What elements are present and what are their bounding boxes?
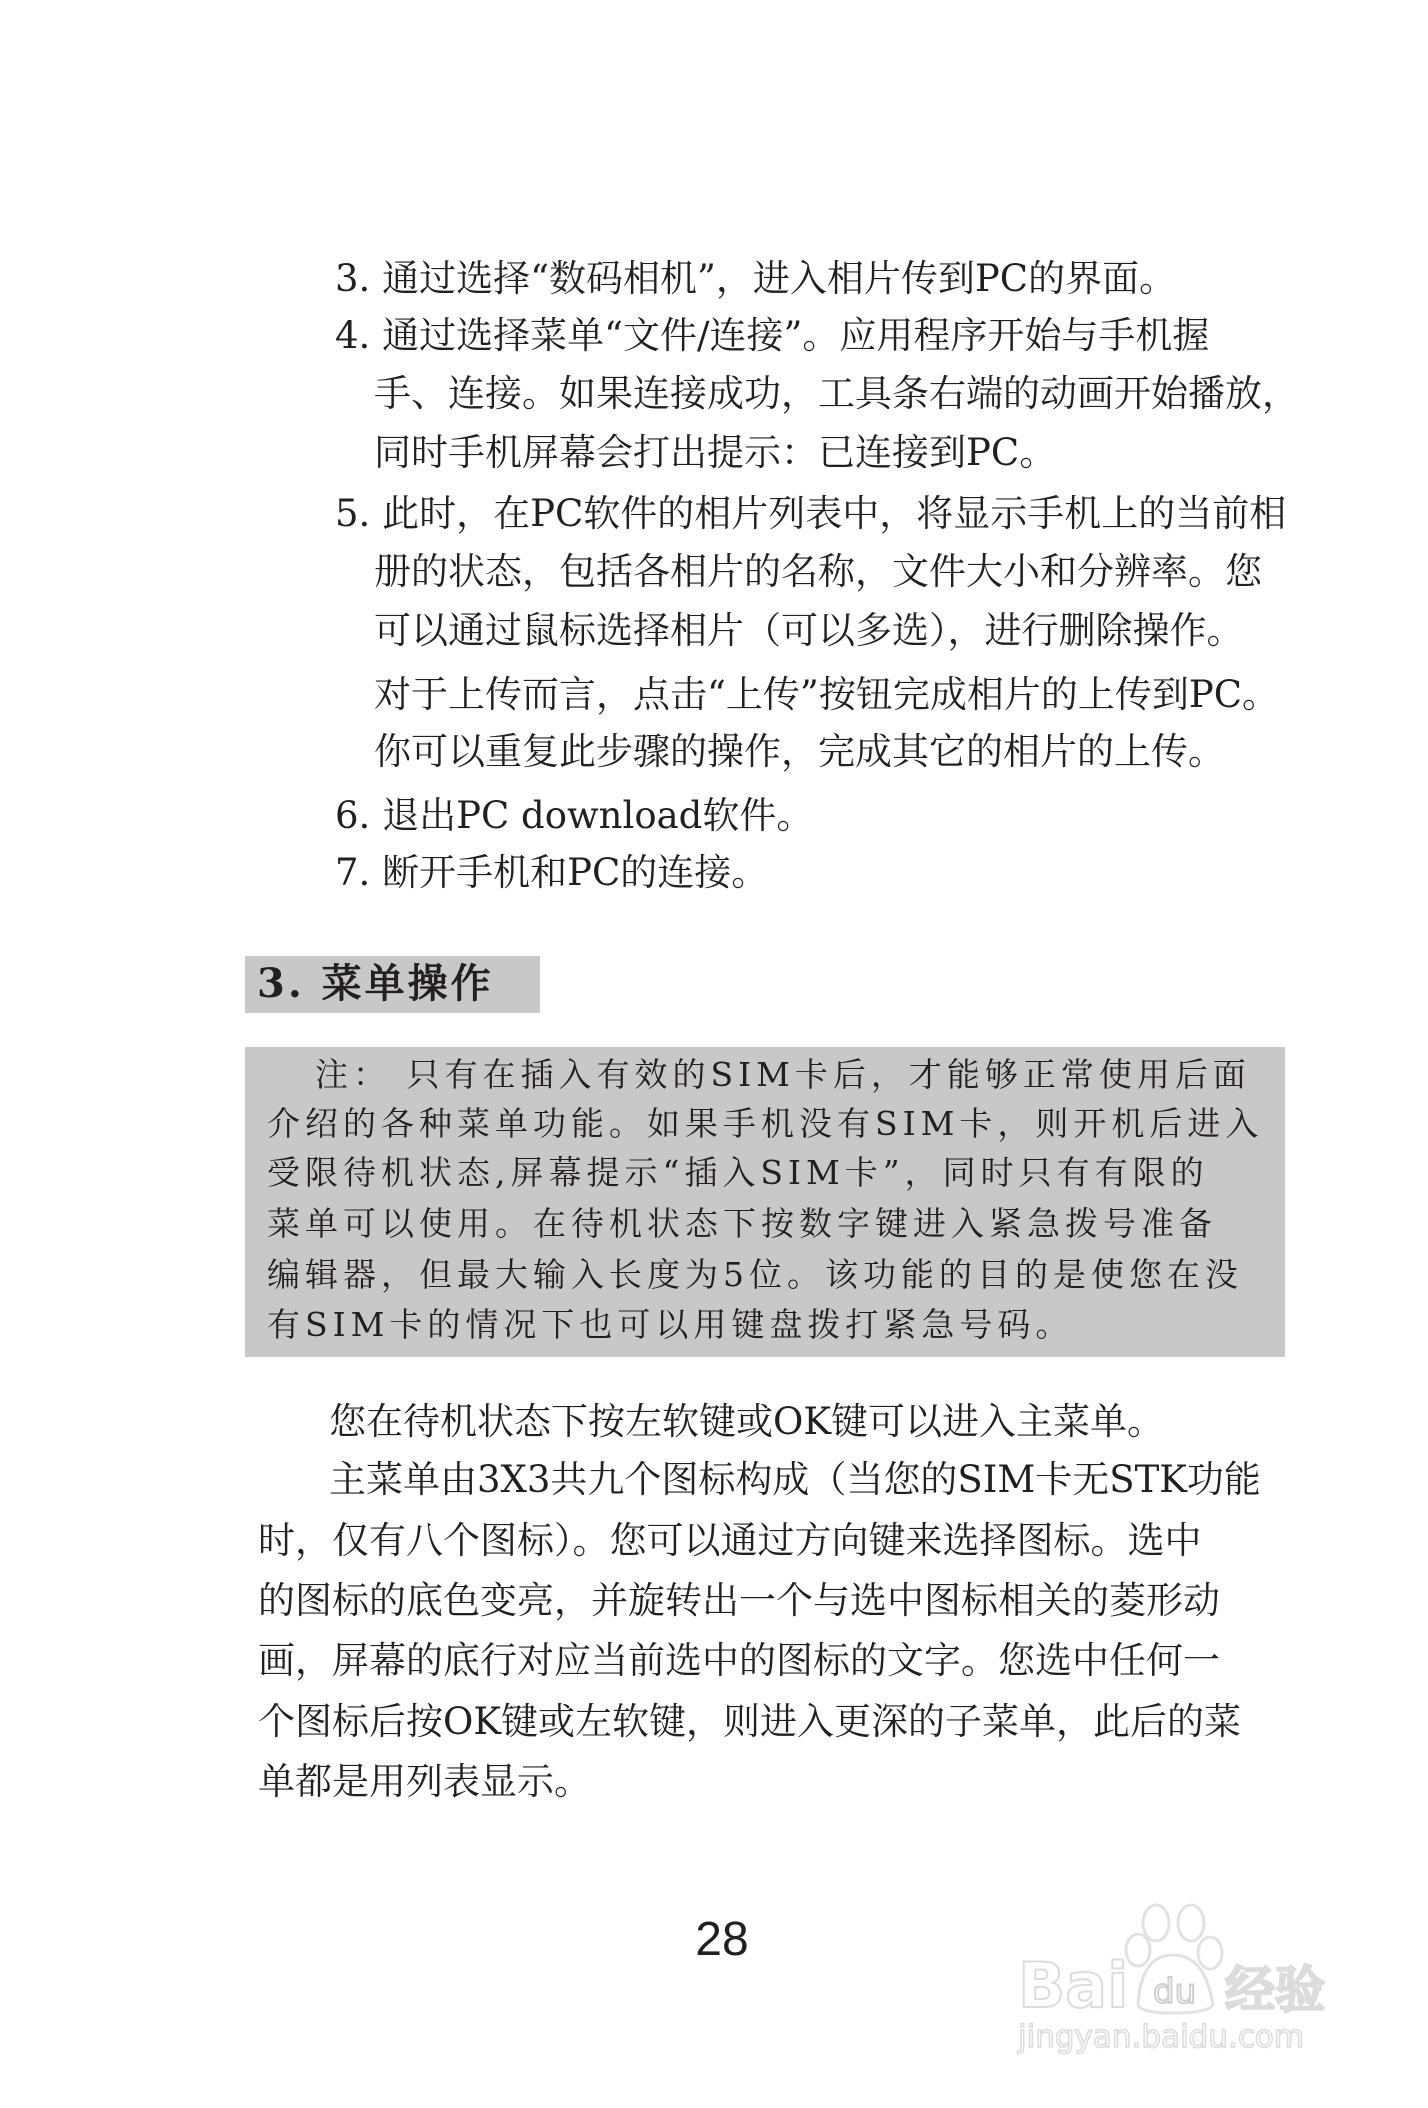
- body-line: 的图标的底色变亮，并旋转出一个与选中图标相关的菱形动: [258, 1579, 1220, 1622]
- baidu-watermark-logo: [1013, 1895, 1343, 2055]
- svg-text:经验: 经验: [1225, 1961, 1325, 2019]
- note-line: 编辑器，但最大输入长度为5位。该功能的目的是使您在没: [267, 1255, 1243, 1294]
- step-6: 6. 退出PC download软件。: [335, 794, 814, 837]
- step-5: 5. 此时，在PC软件的相片列表中，将显示手机上的当前相: [335, 492, 1287, 535]
- svg-text:du: du: [1153, 1972, 1197, 2012]
- step-5-cont: 可以通过鼠标选择相片（可以多选），进行删除操作。: [374, 609, 1244, 652]
- note-line: 介绍的各种菜单功能。如果手机没有SIM卡，则开机后进入: [267, 1104, 1264, 1143]
- note-line: 菜单可以使用。在待机状态下按数字键进入紧急拨号准备: [267, 1204, 1217, 1243]
- body-line: 单都是用列表显示。: [258, 1760, 591, 1803]
- body-line: 时，仅有八个图标）。您可以通过方向键来选择图标。选中: [258, 1519, 1202, 1562]
- note-box: [245, 1047, 1285, 1357]
- step-3: 3. 通过选择“数码相机”，进入相片传到PC的界面。: [335, 257, 1177, 300]
- section-heading-box: [245, 956, 540, 1013]
- step-5-cont: 你可以重复此步骤的操作，完成其它的相片的上传。: [374, 730, 1225, 773]
- step-4-cont: 手、连接。如果连接成功，工具条右端的动画开始播放，: [374, 372, 1299, 415]
- page-number: 28: [695, 1913, 749, 1966]
- step-4: 4. 通过选择菜单“文件/连接”。应用程序开始与手机握: [335, 314, 1210, 357]
- body-line: 主菜单由3X3共九个图标构成（当您的SIM卡无STK功能: [329, 1458, 1261, 1501]
- step-4-cont: 同时手机屏幕会打出提示：已连接到PC。: [374, 431, 1057, 474]
- body-line: 您在待机状态下按左软键或OK键可以进入主菜单。: [329, 1400, 1164, 1443]
- note-line: 有SIM卡的情况下也可以用键盘拨打紧急号码。: [267, 1305, 1074, 1344]
- step-5-cont: 对于上传而言，点击“上传”按钮完成相片的上传到PC。: [374, 673, 1280, 716]
- body-line: 画，屏幕的底行对应当前选中的图标的文字。您选中任何一: [258, 1639, 1220, 1682]
- svg-text:jingyan.baidu.com: jingyan.baidu.com: [1018, 2019, 1305, 2055]
- svg-text:Bai: Bai: [1018, 1949, 1129, 2022]
- body-line: 个图标后按OK键或左软键，则进入更深的子菜单，此后的菜: [258, 1700, 1241, 1743]
- note-line: 注： 只有在插入有效的SIM卡后，才能够正常使用后面: [315, 1055, 1251, 1094]
- section-heading: 3. 菜单操作: [257, 960, 494, 1007]
- step-5-cont: 册的状态，包括各相片的名称，文件大小和分辨率。您: [374, 550, 1262, 593]
- note-line: 受限待机状态,屏幕提示“插入SIM卡”，同时只有有限的: [267, 1153, 1209, 1192]
- step-7: 7. 断开手机和PC的连接。: [335, 851, 769, 894]
